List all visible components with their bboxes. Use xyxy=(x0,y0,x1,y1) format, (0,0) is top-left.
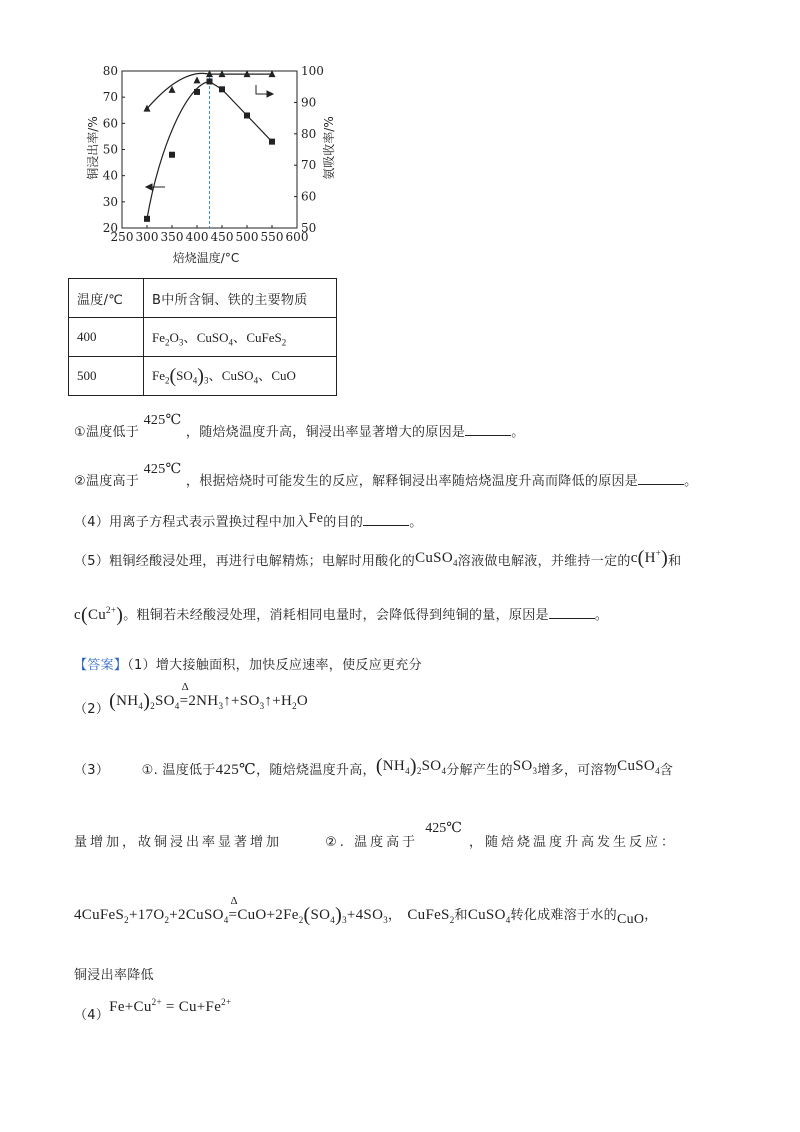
answer-blank xyxy=(638,472,684,485)
question-4 xyxy=(74,511,423,531)
answer-3-line2 xyxy=(74,821,774,851)
x-tick-label: 250 xyxy=(110,230,134,244)
question-5-line2 xyxy=(74,604,774,627)
x-tick-label: 550 xyxy=(260,230,284,244)
separator: 、 xyxy=(208,368,222,384)
y-left-tick-label: 60 xyxy=(102,116,118,131)
right-axis-arrow-icon xyxy=(256,85,273,97)
q3-2-temp: 425℃ xyxy=(143,462,182,477)
q5-and: 和 xyxy=(668,554,682,569)
formula-fe: Fe xyxy=(308,511,324,526)
formula-cuso4: CuSO$_4$ xyxy=(617,758,660,776)
separator: 、 xyxy=(258,368,272,384)
formula-cuo: CuO xyxy=(271,367,296,383)
table-cell-substances: $Fe_2(SO_4)_3$、CuSO$_4$、CuO xyxy=(144,357,337,396)
roasting-temperature-chart xyxy=(60,60,360,270)
answer-3-end: ， xyxy=(644,908,658,923)
answer-3-1-mid: ，随焙烧温度升高， xyxy=(256,763,376,778)
answer-3-1-mid3: 增多，可溶物 xyxy=(537,763,618,778)
square-point xyxy=(269,139,275,145)
square-point xyxy=(144,216,150,222)
formula-nh4-2-so4: $(NH_4)_2SO_4$ xyxy=(375,755,447,777)
answer-4-equation: $Fe+Cu^{2+} = Cu+Fe^{2+}$ xyxy=(109,997,232,1015)
y-axis-label-right: 氨吸收率/% xyxy=(322,116,336,180)
q3-2-end: 。 xyxy=(684,474,698,489)
answer-2-equation: $(NH_4)_2SO_4$ Δ $=2NH_3↑+SO_3↑+H_2O$ xyxy=(109,681,309,712)
table-header-substances: B中所含铜、铁的主要物质 xyxy=(144,279,337,318)
separator: 、 xyxy=(233,330,247,346)
table-header-temperature: 温度/℃ xyxy=(69,279,144,318)
y-axis-label-left: 铜浸出率/% xyxy=(86,116,100,180)
answer-blank xyxy=(363,513,409,526)
y-left-tick-label: 80 xyxy=(102,64,118,78)
table-cell-temp: 500 xyxy=(69,357,144,396)
answer-3-temp: 425℃ xyxy=(215,762,257,778)
answer-3-and: 和 xyxy=(454,908,468,923)
x-tick-label: 600 xyxy=(285,230,309,244)
y-left-tick-label: 70 xyxy=(102,90,118,105)
formula-cuso4-b: CuSO$_4$ xyxy=(467,907,511,925)
y-right-tick-label: 60 xyxy=(301,189,317,204)
answer-3-tail: 转化成难溶于水的 xyxy=(510,908,617,923)
answer-3-2-suffix: ，随焙烧温度升高发生反应： xyxy=(469,835,678,850)
q3-1-temp: 425℃ xyxy=(143,413,182,428)
y-right-tick-label: 90 xyxy=(301,95,317,110)
x-axis-label: 焙烧温度/°C xyxy=(172,251,240,265)
table-cell-temp: 400 xyxy=(69,318,144,357)
answer-1-text: （1）增大接触面积，加快反应速率，使反应更充分 xyxy=(127,658,422,673)
formula-cuo-b: CuO xyxy=(616,912,645,927)
q5-text: 。粗铜若未经酸浸处理，消耗相同电量时，会降低得到纯铜的量，原因是 xyxy=(123,608,549,623)
roasting-product-table xyxy=(68,278,337,396)
q4-text: 的目的 xyxy=(323,515,364,530)
q3-1-text: ，随焙烧温度升高，铜浸出率显著增大的原因是 xyxy=(185,425,466,440)
x-tick-label: 300 xyxy=(135,230,159,244)
formula-cufes2: CuFeS$_2$ xyxy=(407,907,455,925)
y-right-tick-label: 50 xyxy=(301,221,317,235)
answer-blank xyxy=(549,606,595,619)
q4-prefix: （4）用离子方程式表示置换过程中加入 xyxy=(74,515,309,530)
y-left-tick-label: 20 xyxy=(102,221,118,235)
question-5-line1 xyxy=(74,547,774,573)
q5-prefix: （5）粗铜经酸浸处理，再进行电解精炼；电解时用酸化的 xyxy=(74,554,416,569)
separator: 、 xyxy=(183,330,197,346)
formula-so3: $SO_3$ xyxy=(512,758,538,776)
square-point xyxy=(194,89,200,95)
x-tick-label: 350 xyxy=(160,230,184,244)
q4-end: 。 xyxy=(409,515,423,530)
answer-3-1-prefix: ①. 温度低于 xyxy=(141,763,216,778)
answer-3-line4-text: 铜浸出率降低 xyxy=(74,968,154,983)
question-3-1 xyxy=(74,413,764,441)
answer-2-label: （2） xyxy=(74,702,110,717)
triangle-point xyxy=(194,76,201,83)
answer-blank xyxy=(465,423,511,436)
left-axis-arrow-icon xyxy=(146,184,165,190)
y-right-tick-label: 70 xyxy=(301,158,317,173)
y-left-tick-label: 50 xyxy=(102,142,118,157)
q5-mid: 溶液做电解液，并维持一定的 xyxy=(457,554,631,569)
x-tick-label: 500 xyxy=(235,230,259,244)
x-tick-label: 450 xyxy=(210,230,234,244)
formula-c-h: c(H+) xyxy=(630,547,669,569)
table-cell-substances: $Fe_2O_3$、CuSO$_4$、CuFeS$_2$ xyxy=(144,318,337,357)
answer-4 xyxy=(74,996,232,1023)
x-tick-label: 400 xyxy=(185,230,209,244)
answer-3-comma: ， xyxy=(388,908,402,923)
square-point xyxy=(169,152,175,158)
answer-3-1-end: 含 xyxy=(659,763,674,778)
square-point xyxy=(207,78,213,84)
table-header-row xyxy=(69,279,337,318)
answer-3-equation xyxy=(74,895,784,927)
answer-1 xyxy=(74,654,422,673)
q3-1-end: 。 xyxy=(511,425,525,440)
answer-tag: 【答案】 xyxy=(74,658,128,673)
table-row xyxy=(69,318,337,357)
answer-3-2-prefix: ②. 温度高于 xyxy=(325,835,419,850)
answer-3-line1 xyxy=(74,755,774,782)
answer-3-1-mid2: 分解产生的 xyxy=(446,763,513,778)
formula-cuso4: CuSO$_4$ xyxy=(415,550,458,568)
answer-3-2-temp: 425℃ xyxy=(425,821,462,836)
question-3-2 xyxy=(74,462,774,490)
formula-c-cu: $c(Cu^{2+})$ xyxy=(74,604,124,626)
y-left-tick-label: 40 xyxy=(102,168,118,183)
square-point xyxy=(219,86,225,92)
answer-3-reaction: $4CuFeS_2+17O_2+2CuSO_4$ Δ $=CuO+2Fe_2(SO_4)_3+4SO_3$ xyxy=(74,895,389,926)
q3-2-prefix: ②温度高于 xyxy=(74,474,140,489)
answer-3-line2-text: 量增加，故铜浸出率显著增加 xyxy=(74,835,283,850)
answer-4-label: （4） xyxy=(74,1008,110,1023)
table-row xyxy=(69,357,337,396)
answer-3-label: （3） xyxy=(74,763,110,778)
y-right-tick-label: 100 xyxy=(301,64,324,78)
answer-2 xyxy=(74,681,309,717)
q3-1-prefix: ①温度低于 xyxy=(74,425,140,440)
q5-end: 。 xyxy=(594,608,609,623)
y-left-tick-label: 30 xyxy=(102,194,118,209)
square-point xyxy=(244,112,250,118)
q3-2-text: ，根据焙烧时可能发生的反应，解释铜浸出率随焙烧温度升高而降低的原因是 xyxy=(185,474,639,489)
y-right-tick-label: 80 xyxy=(301,126,317,141)
answer-3-line4 xyxy=(74,964,154,983)
